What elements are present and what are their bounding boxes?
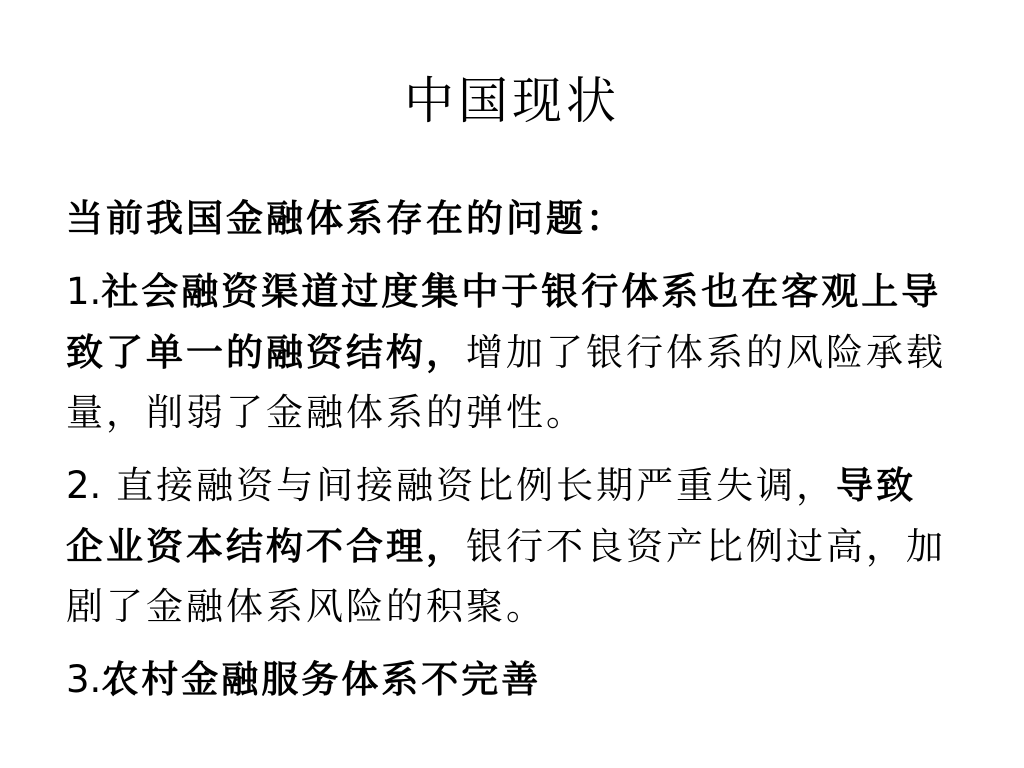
slide-title: 中国现状 [404,72,620,130]
point-2-text: 银行不良资产比例过高，加剧了金融体系风险的积聚。 [66,525,946,628]
point-1-number: 1. [66,270,102,313]
point-2-bold-text: 导致企业资本结构不合理， [66,463,917,568]
point-3 [66,649,946,710]
point-3-number: 3. [66,658,102,701]
slide-content [66,188,946,722]
intro-text: 当前我国金融体系存在的问题： [66,196,626,240]
point-2 [66,455,946,637]
point-1-bold-text: 社会融资渠道过度集中于银行体系也在客观上导致了单一的融资结构， [66,269,942,374]
point-2-lead-text: 直接融资与间接融资比例长期严重失调， [101,464,837,507]
point-1-text: 增加了银行体系的风险承载量，削弱了金融体系的弹性。 [66,331,946,434]
intro-line [66,188,946,249]
point-1 [66,261,946,443]
point-2-number: 2. [66,464,102,507]
point-3-bold-text: 农村金融服务体系不完善 [101,657,542,701]
